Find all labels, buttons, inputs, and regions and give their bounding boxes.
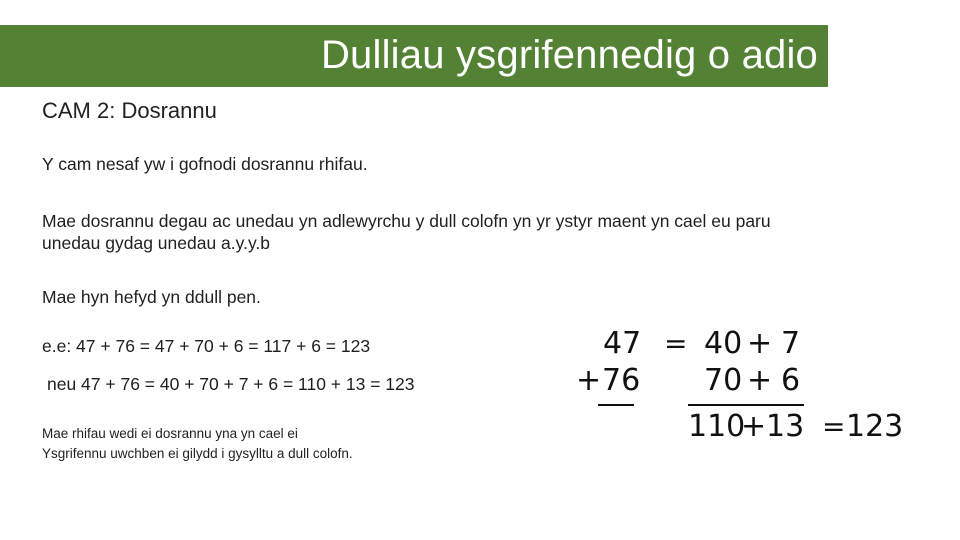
plus-sign-3: + (741, 409, 767, 444)
sum-tens: 110 (688, 409, 746, 444)
paragraph-2-line-2: unedau gydag unedau a.y.y.b (42, 233, 271, 253)
top-tens: 40 (704, 326, 743, 361)
slide-subtitle: CAM 2: Dosrannu (42, 98, 217, 123)
example-1: e.e: 47 + 76 = 47 + 70 + 6 = 117 + 6 = 123 (42, 336, 371, 356)
bottom-number: 76 (602, 363, 641, 398)
title-bar (0, 25, 828, 87)
footnote-line-2: Ysgrifennu uwchben ei gilydd i gysylltu a dull colofn. (42, 446, 353, 461)
paragraph-2 (42, 210, 771, 254)
example-2: neu 47 + 76 = 40 + 70 + 7 + 6 = 110 + 13 = 123 (47, 374, 415, 394)
footnote-line-1: Mae rhifau wedi ei dosrannu yna yn cael ei (42, 426, 298, 441)
partition-working (560, 320, 920, 450)
plus-sign-1: + (747, 326, 773, 361)
plus-sign-column: + (576, 363, 602, 398)
bottom-tens: 70 (704, 363, 743, 398)
footnote (42, 424, 353, 464)
result: 123 (846, 409, 904, 444)
equals-sign-1: = (664, 327, 688, 360)
top-number: 47 (603, 326, 642, 361)
sum-units: 13 (766, 409, 805, 444)
paragraph-3: Mae hyn hefyd yn ddull pen. (42, 287, 261, 307)
plus-sign-2: + (747, 363, 773, 398)
paragraph-1: Y cam nesaf yw i gofnodi dosrannu rhifau. (42, 154, 368, 174)
equals-sign-2: = (822, 410, 846, 443)
top-units: 7 (781, 326, 801, 361)
bottom-units: 6 (781, 363, 801, 398)
slide-title: Dulliau ysgrifennedig o adio (320, 33, 818, 77)
paragraph-2-line-1: Mae dosrannu degau ac unedau yn adlewyrchu y dull colofn yn yr ystyr maent yn cael eu paru (42, 211, 771, 231)
